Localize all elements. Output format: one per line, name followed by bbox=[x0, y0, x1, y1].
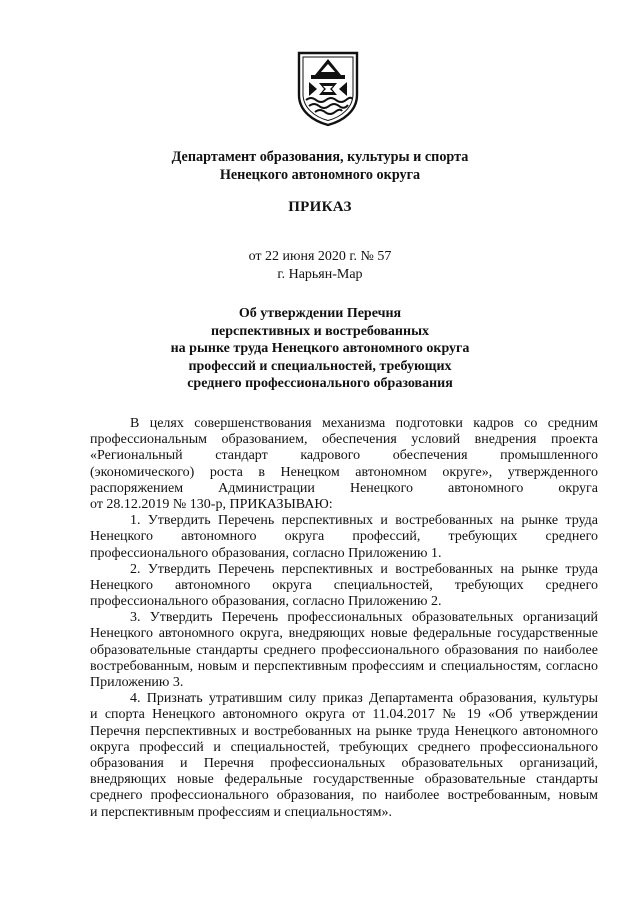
title-line: на рынке труда Ненецкого автономного округа bbox=[170, 341, 470, 357]
body-line: профессионального образования, согласно Приложению 1. bbox=[90, 545, 442, 561]
body-line: образовательные стандарты среднего профессионального образования по наиболее bbox=[90, 642, 598, 658]
organization-line-2: Ненецкого автономного округа bbox=[219, 167, 421, 183]
body-line: Приложению 3. bbox=[90, 675, 184, 690]
body-line: и спорта Ненецкого автономного округа от 11.04.2017 № 19 «Об утверждении bbox=[90, 707, 598, 723]
body-line: Ненецкого автономного округа, внедряющих новые федеральные государственные bbox=[90, 626, 598, 642]
coat-of-arms-icon bbox=[297, 51, 359, 127]
document-city: г. Нарьян-Мар bbox=[277, 267, 363, 282]
title-line: Об утверждении Перечня bbox=[238, 306, 402, 321]
document-date-number: от 22 июня 2020 г. № 57 bbox=[248, 249, 392, 264]
body-line: образования и Перечня профессиональных образовательных организаций, bbox=[90, 755, 598, 771]
body-line: 3. Утвердить Перечень профессиональных образовательных организаций bbox=[130, 610, 598, 626]
body-line: профессионального образования, согласно Приложению 2. bbox=[90, 594, 442, 610]
body-line: (экономического) роста в Ненецком автономном округе», утвержденного bbox=[90, 464, 598, 480]
body-line: 1. Утвердить Перечень перспективных и востребованных на рынке труда bbox=[130, 513, 598, 529]
document-title bbox=[0, 305, 640, 393]
body-line: профессиональным образованием, обеспечения условий внедрения проекта bbox=[90, 432, 598, 448]
organization-name bbox=[0, 148, 640, 184]
body-line: Ненецкого автономного округа профессий, требующих среднего bbox=[90, 529, 598, 545]
body-line: округа профессий и специальностей, требующих среднего профессионального bbox=[90, 739, 598, 755]
title-line: профессий и специальностей, требующих bbox=[188, 358, 452, 374]
body-line: среднего профессионального образования, по наиболее востребованным, новым bbox=[90, 788, 598, 804]
body-line: 2. Утвердить Перечень перспективных и востребованных на рынке труда bbox=[130, 561, 598, 577]
body-line: распоряжением Администрации Ненецкого автономного округа bbox=[90, 480, 598, 496]
body-line: «Региональный стандарт кадрового обеспечения промышленного bbox=[90, 448, 598, 464]
body-line: внедряющих новые федеральные государственные образовательные стандарты bbox=[90, 772, 598, 788]
title-line: перспективных и востребованных bbox=[210, 323, 429, 339]
document-type: ПРИКАЗ bbox=[288, 199, 352, 215]
document-body bbox=[90, 416, 598, 821]
body-line: востребованным, новым и перспективным профессиям и специальностям, согласно bbox=[90, 658, 598, 674]
title-line: среднего профессионального образования bbox=[187, 376, 453, 392]
body-line: от 28.12.2019 № 130-р, ПРИКАЗЫВАЮ: bbox=[90, 496, 333, 512]
body-line: Ненецкого автономного округа специальностей, требующих среднего bbox=[90, 577, 598, 593]
body-line: и перспективным профессиям и специальностям». bbox=[90, 804, 392, 820]
body-line: В целях совершенствования механизма подготовки кадров со средним bbox=[130, 416, 598, 431]
body-line: 4. Признать утратившим силу приказ Департамента образования, культуры bbox=[130, 691, 598, 707]
organization-line-1: Департамент образования, культуры и спорта bbox=[171, 149, 469, 165]
body-line: Перечня перспективных и востребованных на рынке труда Ненецкого автономного bbox=[90, 723, 598, 739]
